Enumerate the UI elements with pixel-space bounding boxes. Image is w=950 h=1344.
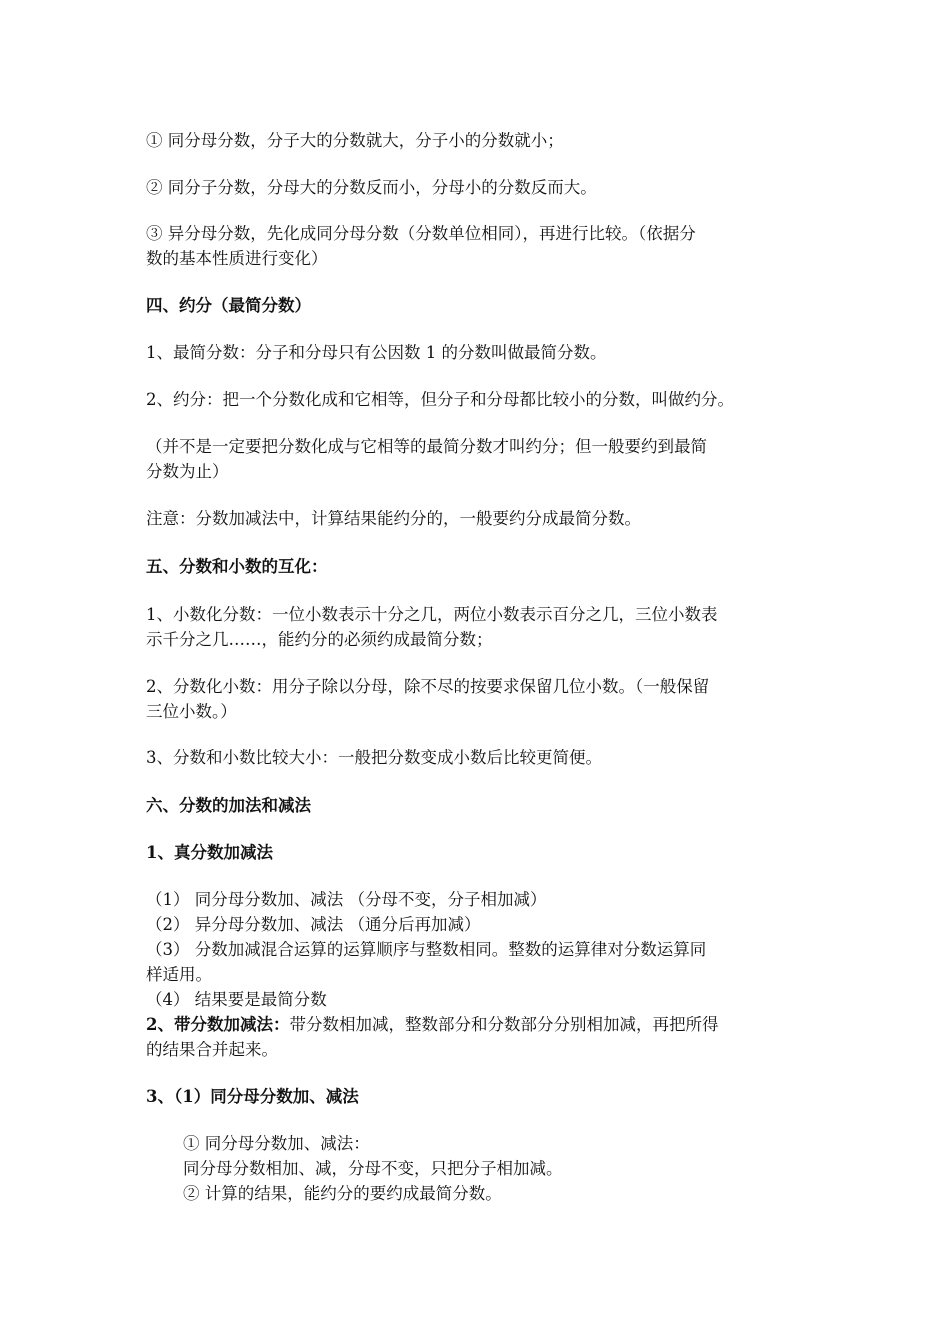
section-6-sub3-item-1-text: 同分母分数相加、减，分母不变，只把分子相加减。 xyxy=(183,1159,563,1178)
compare-rule-2: ② 同分子分数，分母大的分数反而小，分母小的分数反而大。 xyxy=(146,178,597,197)
section-6-sub1-item-4: （4） 结果要是最简分数 xyxy=(146,990,327,1009)
section-5-item-2-line1: 2、分数化小数：用分子除以分母，除不尽的按要求保留几位小数。（一般保留 xyxy=(146,677,710,696)
section-5-heading: 五、分数和小数的互化： xyxy=(146,557,328,576)
section-6-sub2-text-line1: 带分数相加减，整数部分和分数部分分别相加减，再把所得 xyxy=(289,1015,719,1034)
section-6-sub2-line1 xyxy=(146,1012,718,1037)
section-6-sub1-item-3-line1: （3） 分数加减混合运算的运算顺序与整数相同。整数的运算律对分数运算同 xyxy=(146,940,707,959)
section-6-sub1-item-3-line2: 样适用。 xyxy=(146,965,212,984)
section-5-item-3: 3、分数和小数比较大小：一般把分数变成小数后比较更简便。 xyxy=(146,748,602,767)
compare-rule-1: ① 同分母分数，分子大的分数就大，分子小的分数就小； xyxy=(146,131,564,150)
section-5-item-1-line2: 示千分之几……，能约分的必须约成最简分数； xyxy=(146,630,493,649)
section-4-heading: 四、约分（最简分数） xyxy=(146,296,311,315)
section-4-note-line2: 分数为止） xyxy=(146,462,229,481)
section-4-note-line1: （并不是一定要把分数化成与它相等的最简分数才叫约分；但一般要约到最简 xyxy=(146,437,707,456)
section-6-sub2-label: 2、带分数加减法： xyxy=(146,1015,290,1034)
section-5-item-2-line2: 三位小数。） xyxy=(146,702,237,721)
section-4-attention: 注意：分数加减法中，计算结果能约分的，一般要约分成最简分数。 xyxy=(146,509,641,528)
section-6-heading: 六、分数的加法和减法 xyxy=(146,796,311,815)
section-6-sub3-item-1: ① 同分母分数加、减法： xyxy=(183,1134,370,1153)
section-4-item-2: 2、约分：把一个分数化成和它相等，但分子和分母都比较小的分数，叫做约分。 xyxy=(146,390,734,409)
section-6-sub3-item-2: ② 计算的结果，能约分的要约成最简分数。 xyxy=(183,1184,502,1203)
section-6-sub1-item-2: （2） 异分母分数加、减法 （通分后再加减） xyxy=(146,915,481,934)
section-6-sub3-heading: 3、（1）同分母分数加、减法 xyxy=(146,1087,359,1106)
section-6-sub2-text-line2: 的结果合并起来。 xyxy=(146,1040,278,1059)
section-4-item-1: 1、最简分数：分子和分母只有公因数 1 的分数叫做最简分数。 xyxy=(146,343,607,362)
compare-rule-3-line1: ③ 异分母分数，先化成同分母分数（分数单位相同），再进行比较。（依据分 xyxy=(146,224,696,243)
section-5-item-1-line1: 1、小数化分数：一位小数表示十分之几，两位小数表示百分之几，三位小数表 xyxy=(146,605,718,624)
compare-rule-3-line2: 数的基本性质进行变化） xyxy=(146,249,328,268)
section-6-sub1-item-1: （1） 同分母分数加、减法 （分母不变，分子相加减） xyxy=(146,890,547,909)
section-6-sub1-heading: 1、真分数加减法 xyxy=(146,843,273,862)
